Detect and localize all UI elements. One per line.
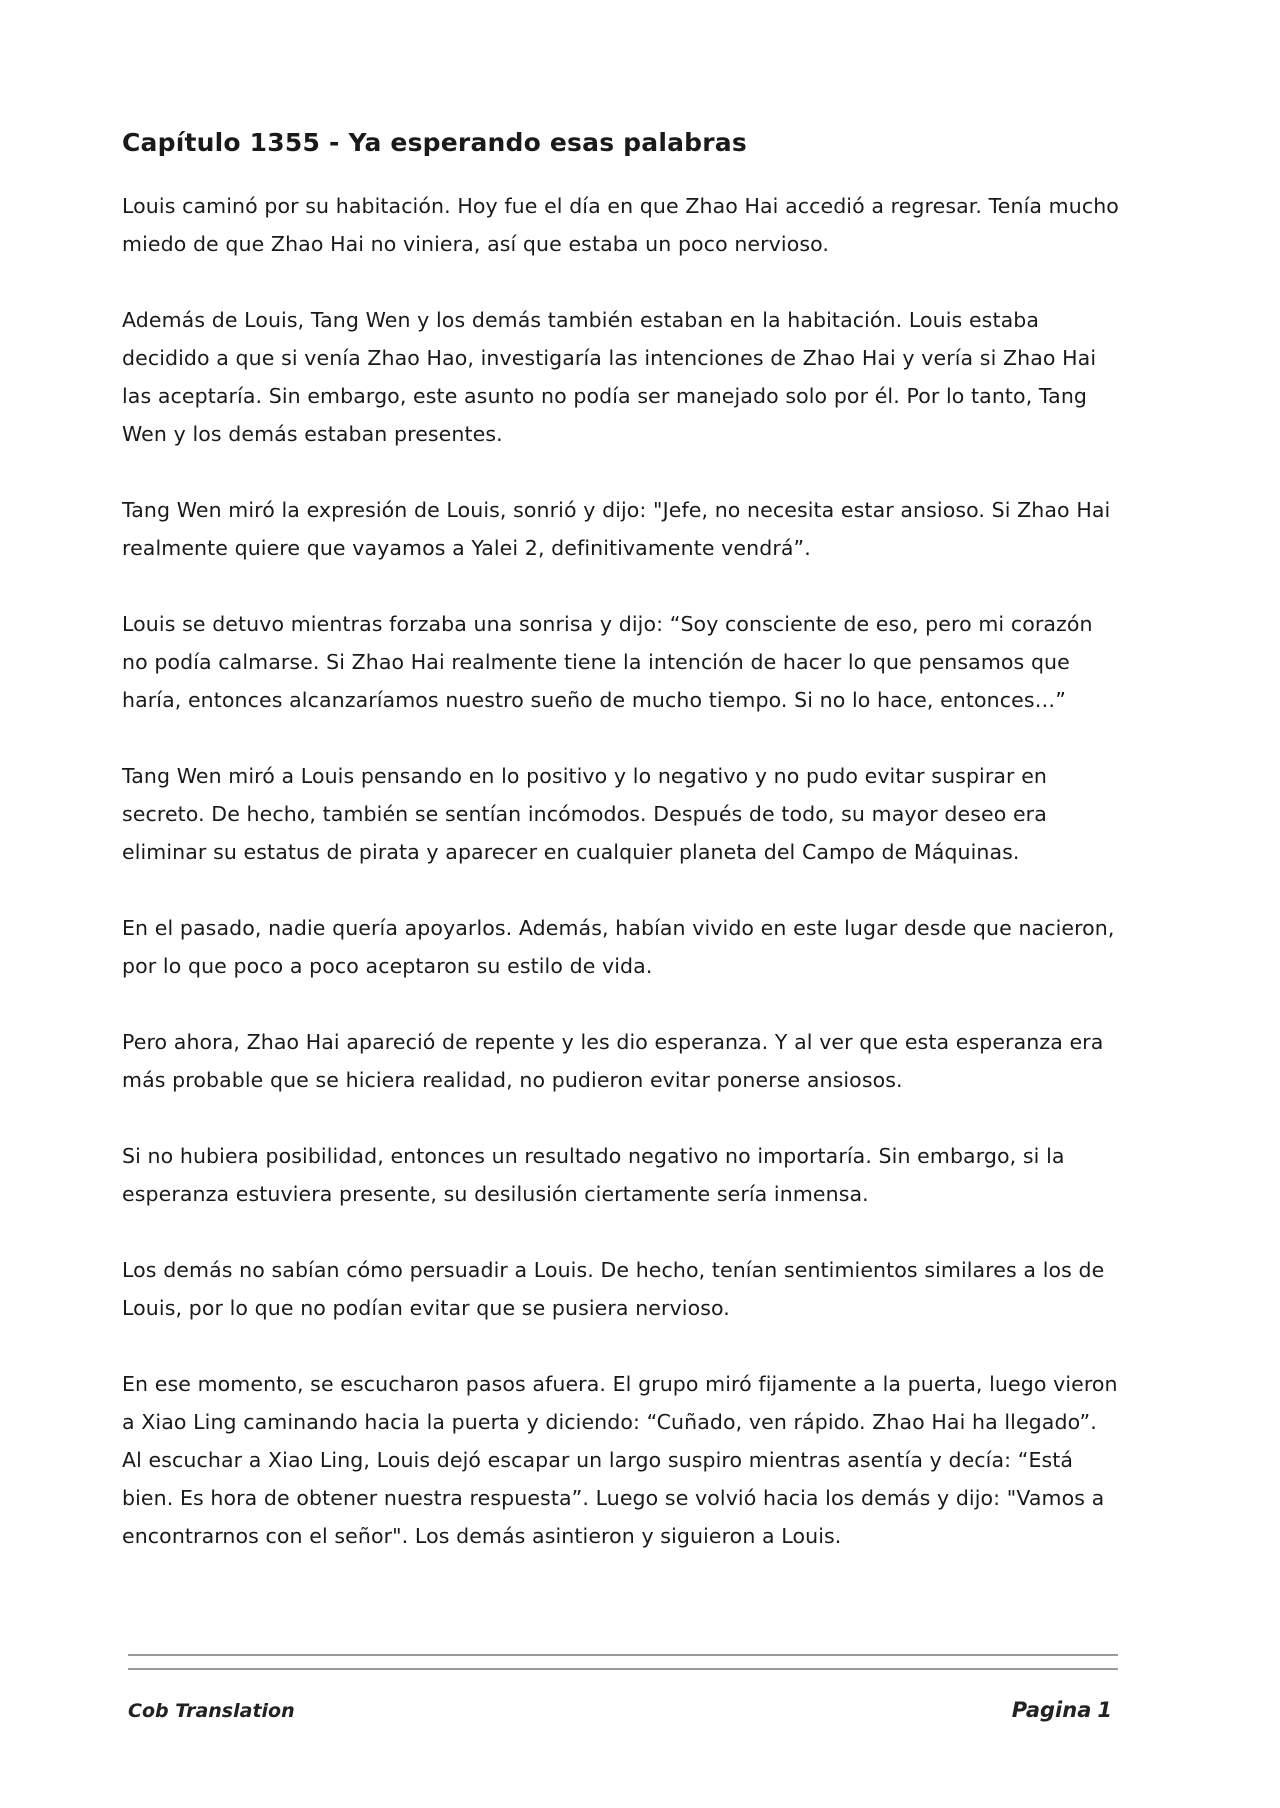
page-number: 1	[1097, 1698, 1112, 1722]
paragraph: Pero ahora, Zhao Hai apareció de repente y les dio esperanza. Y al ver que esta esperanza era más probable que se hiciera realidad, no pudieron evitar ponerse ansiosos.	[122, 1030, 1104, 1092]
paragraph: En ese momento, se escucharon pasos afuera. El grupo miró fijamente a la puerta, luego vieron a Xiao Ling caminando hacia la puerta y diciendo: “Cuñado, ven rápido. Zhao Hai ha llegado”. Al escuchar a Xiao Ling, Louis dejó escapar un largo suspiro mientras asentía y decía: “Está bien. Es hora de obtener nuestra respuesta”. Luego se volvió hacia los demás y dijo: "Vamos a encontrarnos con el señor". Los demás asintieron y siguieron a Louis.	[122, 1372, 1118, 1548]
page-label: Pagina	[1011, 1698, 1092, 1722]
paragraph: Louis se detuvo mientras forzaba una sonrisa y dijo: “Soy consciente de eso, pero mi corazón no podía calmarse. Si Zhao Hai realmente tiene la intención de hacer lo que pensamos que haría, entonces alcanzaríamos nuestro sueño de mucho tiempo. Si no lo hace, entonces…”	[122, 612, 1093, 712]
footer-divider	[128, 1668, 1118, 1670]
paragraph: Los demás no sabían cómo persuadir a Louis. De hecho, tenían sentimientos similares a los de Louis, por lo que no podían evitar que se pusiera nervioso.	[122, 1258, 1105, 1320]
paragraph: Si no hubiera posibilidad, entonces un resultado negativo no importaría. Sin embargo, si la esperanza estuviera presente, su desilusión ciertamente sería inmensa.	[122, 1144, 1065, 1206]
paragraph: En el pasado, nadie quería apoyarlos. Además, habían vivido en este lugar desde que nacieron, por lo que poco a poco aceptaron su estilo de vida.	[122, 916, 1115, 978]
paragraph: Además de Louis, Tang Wen y los demás también estaban en la habitación. Louis estaba decidido a que si venía Zhao Hao, investigaría las intenciones de Zhao Hai y vería si Zhao Hai las aceptaría. Sin embargo, este asunto no podía ser manejado solo por él. Por lo tanto, Tang Wen y los demás estaban presentes.	[122, 308, 1097, 446]
footer-divider	[128, 1654, 1118, 1656]
chapter-title: Capítulo 1355 - Ya esperando esas palabras	[122, 128, 747, 157]
paragraph: Louis caminó por su habitación. Hoy fue el día en que Zhao Hai accedió a regresar. Tenía mucho miedo de que Zhao Hai no viniera, así que estaba un poco nervioso.	[122, 194, 1119, 256]
paragraph: Tang Wen miró a Louis pensando en lo positivo y lo negativo y no pudo evitar suspirar en secreto. De hecho, también se sentían incómodos. Después de todo, su mayor deseo era eliminar su estatus de pirata y aparecer en cualquier planeta del Campo de Máquinas.	[122, 764, 1047, 864]
footer-page-indicator	[1012, 1698, 1112, 1722]
paragraph: Tang Wen miró la expresión de Louis, sonrió y dijo: "Jefe, no necesita estar ansioso. Si Zhao Hai realmente quiere que vayamos a Yalei 2, definitivamente vendrá”.	[122, 498, 1111, 560]
footer-source: Cob Translation	[128, 1700, 295, 1722]
document-body	[122, 125, 1122, 1593]
